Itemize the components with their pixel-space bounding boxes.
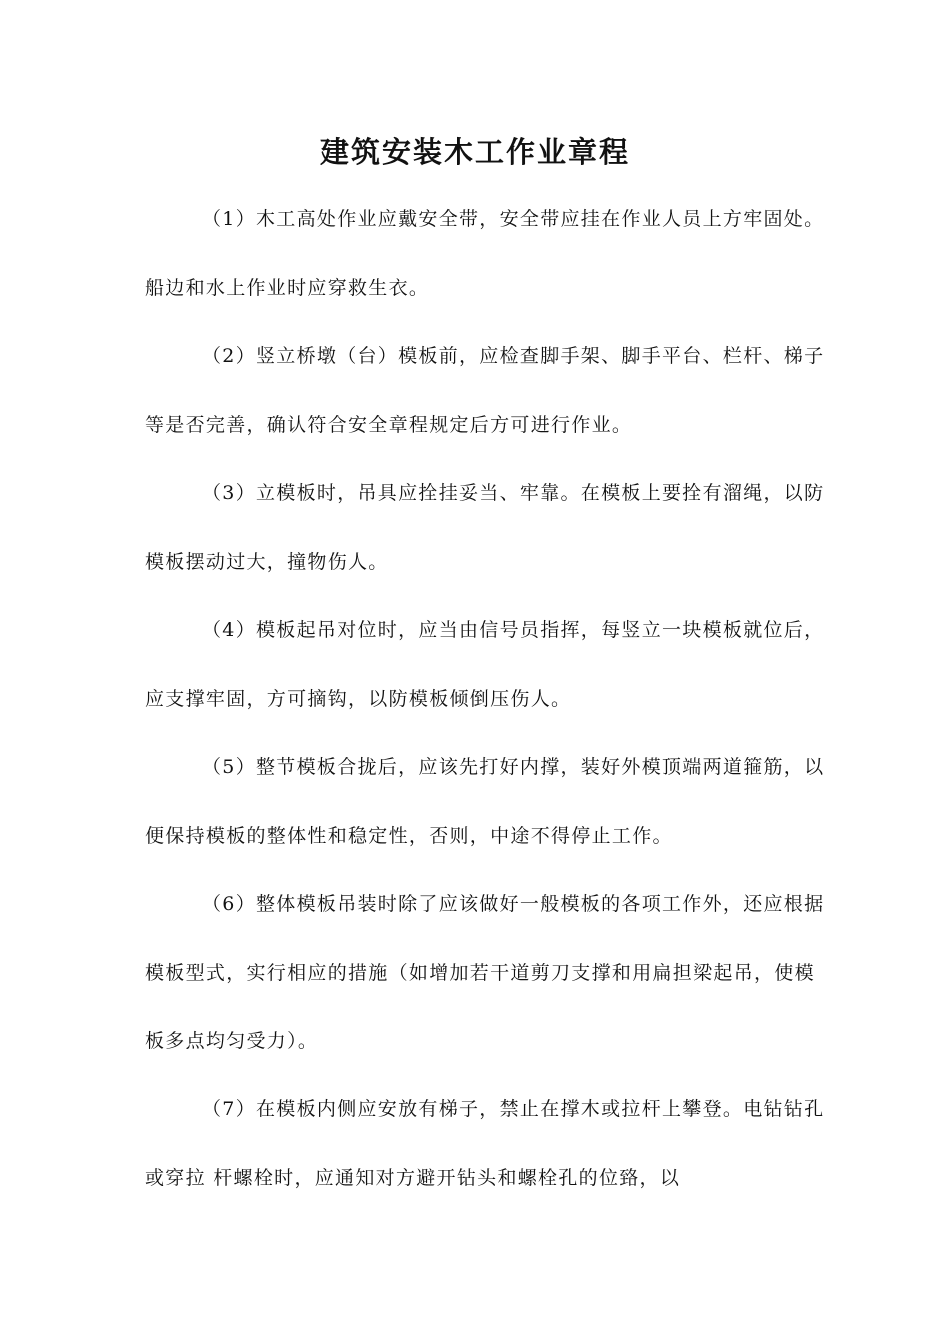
paragraph-2: （2）竖立桥墩（台）模板前，应检查脚手架、脚手平台、栏杆、梯子等是否完善，确认符合安全章程规定后方可进行作业。 bbox=[145, 345, 825, 436]
paragraph-3: （3）立模板时，吊具应拴挂妥当、牢靠。在模板上要拴有溜绳，以防模板摆动过大，撞物伤人。 bbox=[145, 482, 825, 573]
paragraph-1: （1）木工高处作业应戴安全带，安全带应挂在作业人员上方牢固处。船边和水上作业时应穿救生衣。 bbox=[145, 208, 825, 299]
paragraph-6: （6）整体模板吊装时除了应该做好一般模板的各项工作外，还应根据模板型式，实行相应的措施（如增加若干道剪刀支撑和用扁担梁起吊，使模板多点均匀受力）。 bbox=[145, 893, 825, 1052]
paragraph-5: （5）整节模板合拢后，应该先打好内撑，装好外模顶端两道箍筋，以便保持模板的整体性和稳定性，否则，中途不得停止工作。 bbox=[145, 756, 825, 847]
paragraph-7: （7）在模板内侧应安放有梯子，禁止在撑木或拉杆上攀登。电钻钻孔或穿拉 杆螺栓时，应通知对方避开钻头和螺栓孔的位臵，以 bbox=[145, 1098, 825, 1189]
document-title: 建筑安装木工作业章程 bbox=[319, 135, 630, 169]
paragraph-4: （4）模板起吊对位时，应当由信号员指挥，每竖立一块模板就位后，应支撑牢固，方可摘钩，以防模板倾倒压伤人。 bbox=[145, 619, 825, 710]
